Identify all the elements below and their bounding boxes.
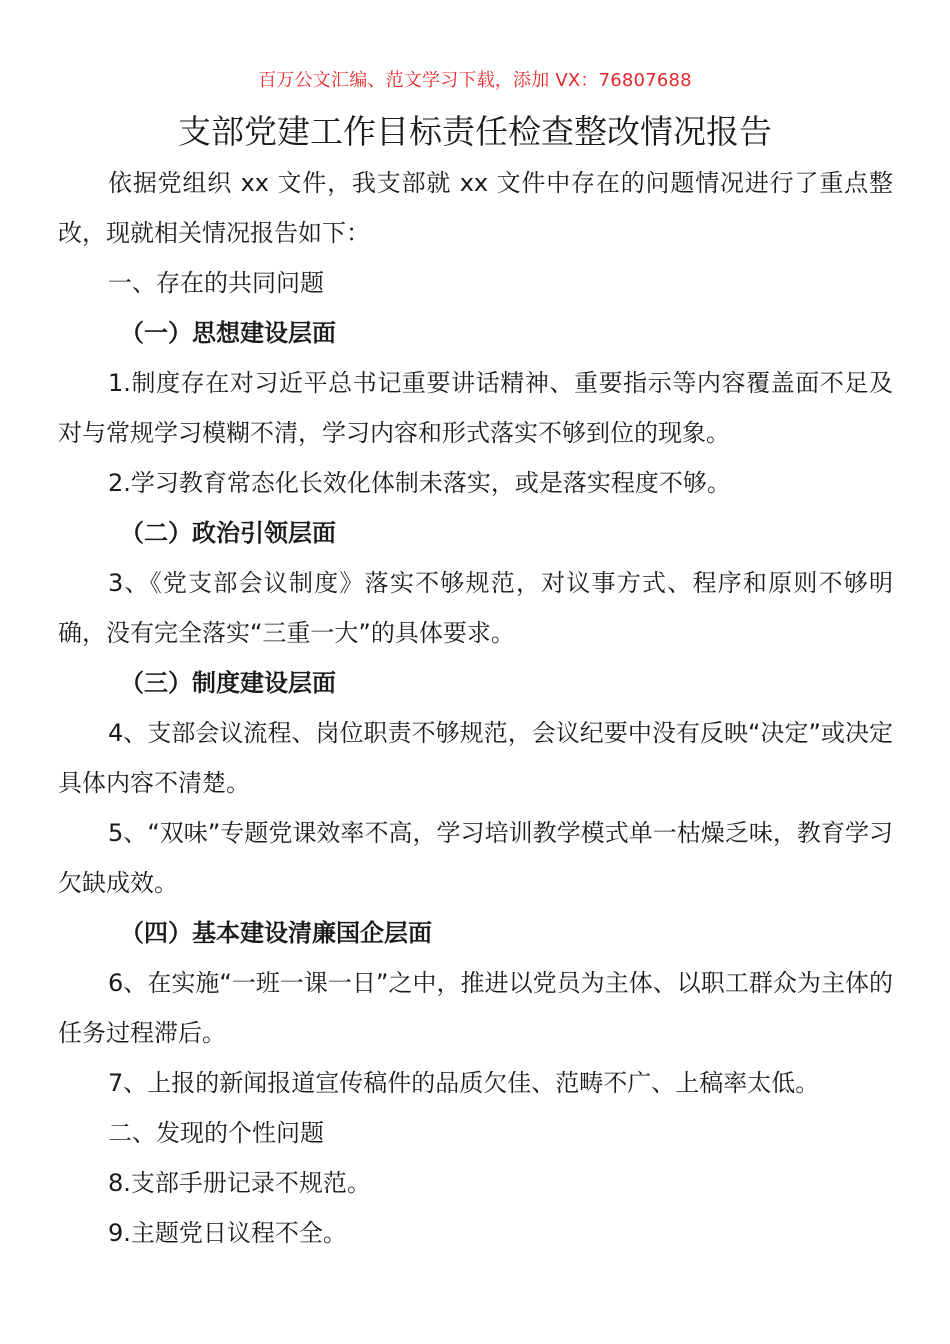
list-item-6: 6、在实施“一班一课一日”之中，推进以党员为主体、以职工群众为主体的任务过程滞后。: [58, 969, 893, 1047]
header-note: 百万公文汇编、范文学习下载，添加 VX：76807688: [258, 70, 692, 91]
list-item-1: 1.制度存在对习近平总书记重要讲话精神、重要指示等内容覆盖面不足及对与常规学习模糊不清，学习内容和形式落实不够到位的现象。: [58, 369, 893, 447]
intro-paragraph: 依据党组织 xx 文件，我支部就 xx 文件中存在的问题情况进行了重点整改，现就相关情况报告如下：: [58, 169, 893, 247]
subsection-heading-1: （一）思想建设层面: [120, 319, 336, 347]
list-item-4: 4、支部会议流程、岗位职责不够规范，会议纪要中没有反映“决定”或决定具体内容不清楚。: [58, 719, 893, 797]
list-item-8: 8.支部手册记录不规范。: [108, 1169, 371, 1197]
section-heading-2: 二、发现的个性问题: [108, 1119, 324, 1147]
page-title: 支部党建工作目标责任检查整改情况报告: [178, 112, 772, 151]
list-item-2: 2.学习教育常态化长效化体制未落实，或是落实程度不够。: [108, 469, 731, 497]
section-heading-1: 一、存在的共同问题: [108, 269, 324, 297]
list-item-7: 7、上报的新闻报道宣传稿件的品质欠佳、范畴不广、上稿率太低。: [108, 1069, 820, 1097]
subsection-heading-3: （三）制度建设层面: [120, 669, 336, 697]
document-body: [58, 158, 893, 1258]
list-item-9: 9.主题党日议程不全。: [108, 1219, 347, 1247]
subsection-heading-2: （二）政治引领层面: [120, 519, 336, 547]
list-item-3: 3、《党支部会议制度》落实不够规范，对议事方式、程序和原则不够明确，没有完全落实“三重一大”的具体要求。: [58, 569, 893, 647]
subsection-heading-4: （四）基本建设清廉国企层面: [120, 919, 432, 947]
list-item-5: 5、“双味”专题党课效率不高，学习培训教学模式单一枯燥乏味，教育学习欠缺成效。: [58, 819, 893, 897]
